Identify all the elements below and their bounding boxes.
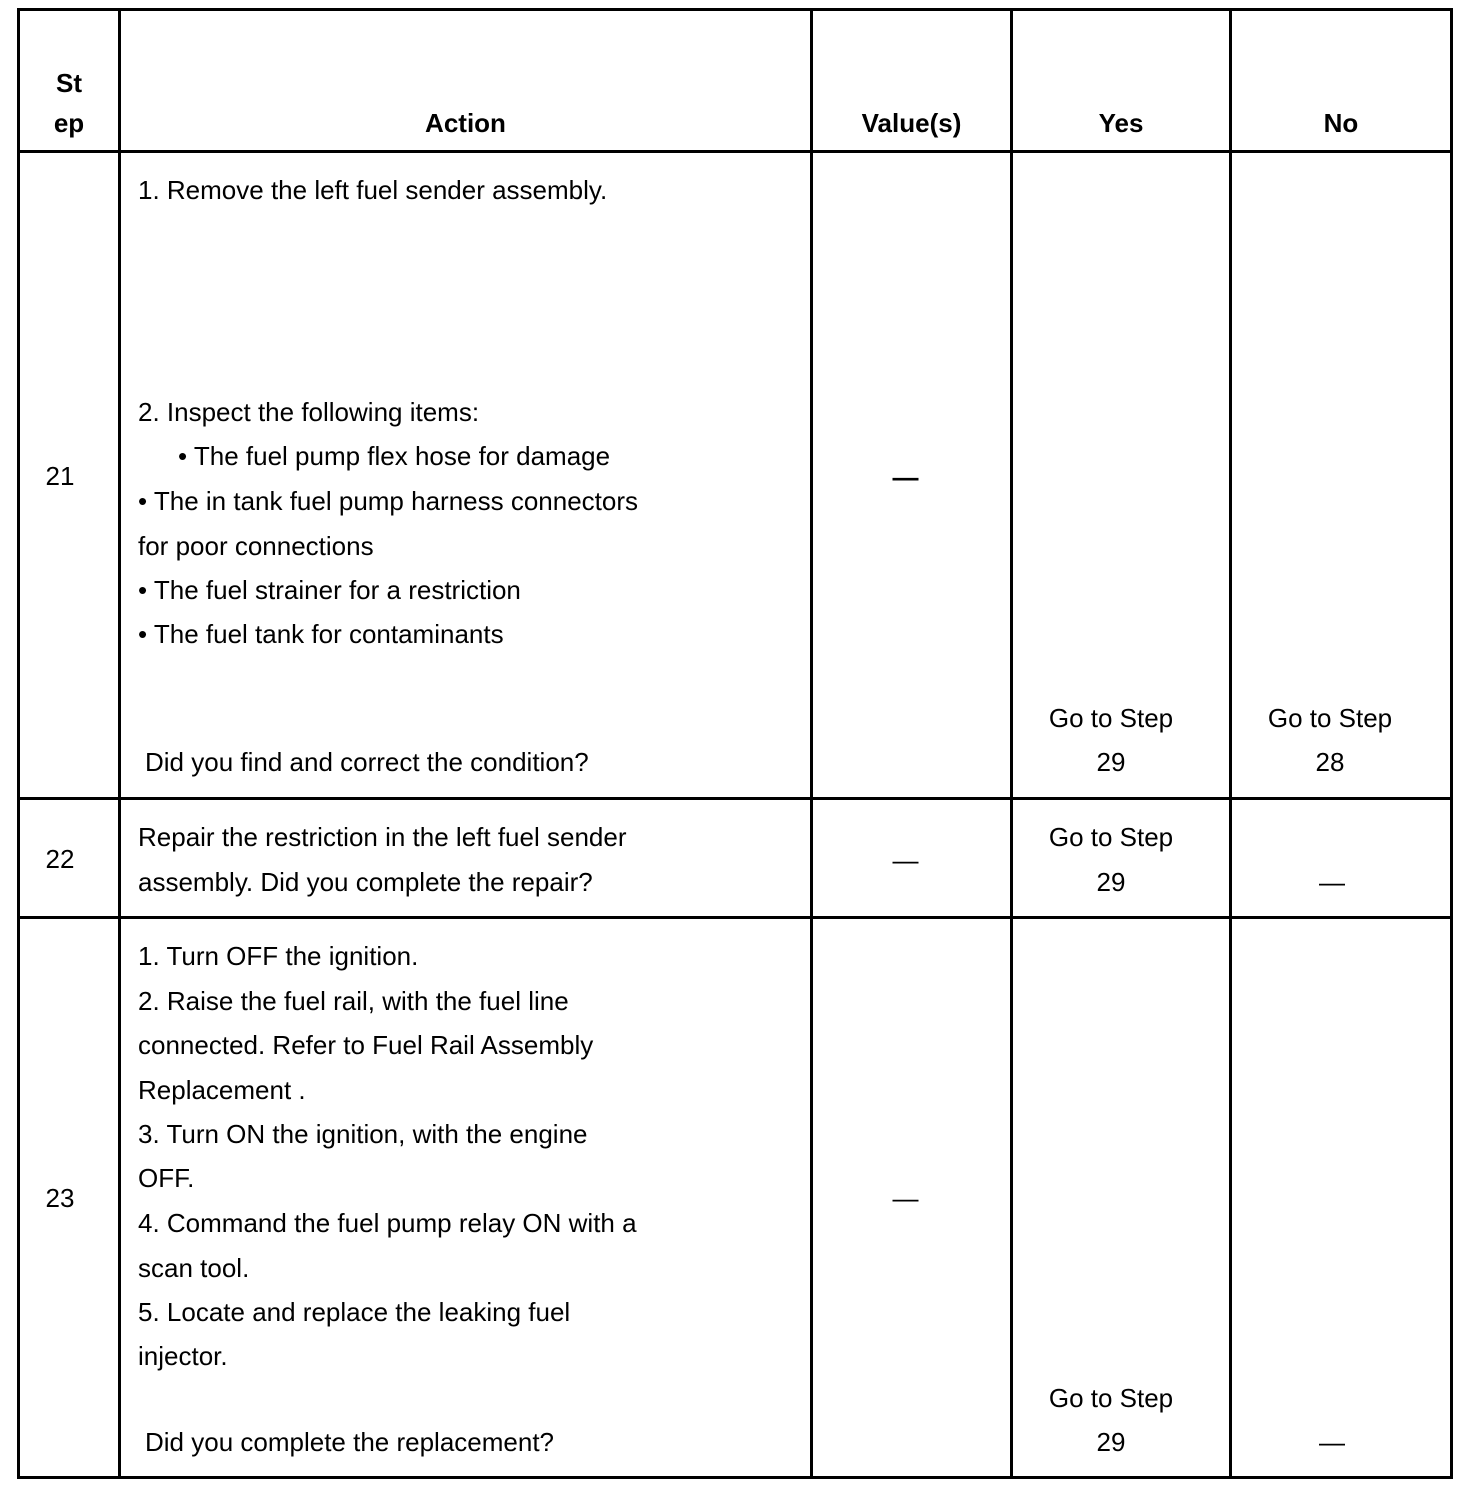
row22-no: — [1319, 867, 1345, 897]
row23-step: 23 [45, 1183, 75, 1213]
row21-action-line6: • The fuel strainer for a restriction [138, 575, 521, 605]
rule-row21-bottom [17, 797, 1453, 800]
row21-value: — [892, 462, 919, 492]
rule-left [17, 8, 20, 1479]
row23-action-line1: 1. Turn OFF the ignition. [138, 941, 419, 971]
row23-action-line2: 2. Raise the fuel rail, with the fuel line [138, 986, 569, 1016]
header-no: No [1323, 108, 1359, 138]
rule-action-value [810, 8, 813, 1479]
row23-yes-line2: 29 [1096, 1427, 1126, 1457]
row21-action-line5: for poor connections [138, 531, 374, 561]
row23-action-line6: OFF. [138, 1163, 195, 1193]
rule-value-yes [1010, 8, 1013, 1479]
row23-action-question: Did you complete the replacement? [145, 1427, 555, 1457]
rule-row22-bottom [17, 916, 1453, 919]
row23-yes-line1: Go to Step [1048, 1383, 1174, 1413]
row23-action-line9: 5. Locate and replace the leaking fuel [138, 1297, 571, 1327]
row22-yes-line2: 29 [1096, 867, 1126, 897]
row23-action-line5: 3. Turn ON the ignition, with the engine [138, 1119, 588, 1149]
row23-action-line10: injector. [138, 1341, 228, 1371]
row23-action-line3: connected. Refer to Fuel Rail Assembly [138, 1030, 594, 1060]
row23-value: — [892, 1183, 919, 1213]
rule-yes-no [1229, 8, 1232, 1479]
header-action: Action [425, 108, 506, 138]
header-step-line1: St [56, 68, 82, 98]
row22-step: 22 [45, 844, 75, 874]
row22-yes-line1: Go to Step [1048, 822, 1174, 852]
row21-no-line1: Go to Step [1267, 703, 1393, 733]
row21-action-line2: 2. Inspect the following items: [138, 397, 480, 427]
row21-action-line1: 1. Remove the left fuel sender assembly. [138, 175, 608, 205]
row21-no-line2: 28 [1315, 747, 1345, 777]
row22-value: — [892, 845, 919, 875]
row21-yes-line2: 29 [1096, 747, 1126, 777]
rule-bottom [17, 1476, 1453, 1479]
row21-action-line4: • The in tank fuel pump harness connectors [138, 486, 639, 516]
row21-action-line3: • The fuel pump flex hose for damage [178, 441, 611, 471]
row22-action-line1: Repair the restriction in the left fuel sender [138, 822, 627, 852]
header-values: Value(s) [861, 108, 962, 138]
row21-step: 21 [45, 461, 75, 491]
rule-right [1450, 8, 1453, 1479]
row21-action-question: Did you find and correct the condition? [145, 747, 589, 777]
rule-top [17, 8, 1453, 11]
rule-step-action [118, 8, 121, 1479]
rule-header-bottom [17, 150, 1453, 153]
row23-action-line8: scan tool. [138, 1253, 250, 1283]
row23-action-line7: 4. Command the fuel pump relay ON with a [138, 1208, 637, 1238]
row23-action-line4: Replacement . [138, 1075, 306, 1105]
row21-yes-line1: Go to Step [1048, 703, 1174, 733]
row21-action-line7: • The fuel tank for contaminants [138, 619, 504, 649]
row22-action-line2: assembly. Did you complete the repair? [138, 867, 593, 897]
row23-no: — [1319, 1427, 1345, 1457]
header-yes: Yes [1098, 108, 1144, 138]
header-step-line2: ep [53, 108, 85, 138]
